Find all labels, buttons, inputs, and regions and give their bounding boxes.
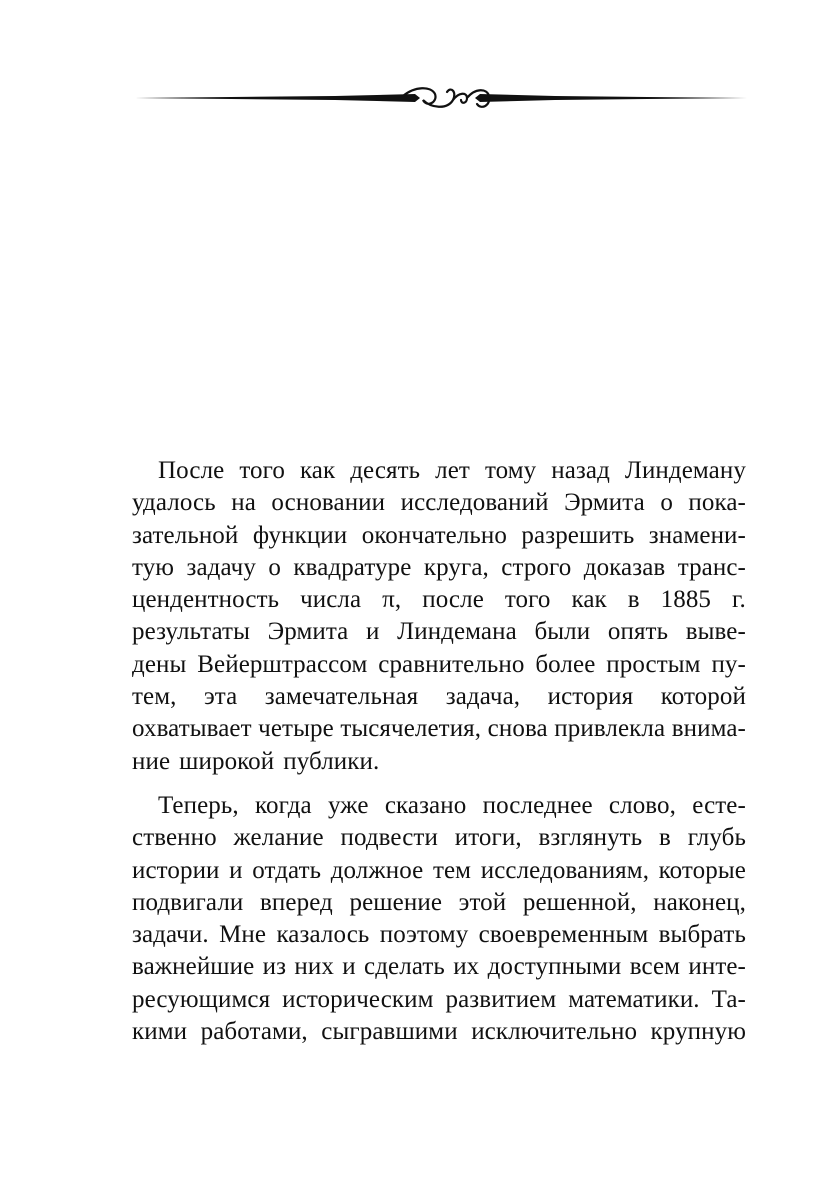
word: как [299, 457, 336, 484]
word: их [453, 953, 480, 981]
text-line [132, 520, 746, 552]
word: круга, [423, 553, 489, 581]
word: исключительно [471, 1018, 638, 1046]
word: назад [551, 457, 610, 484]
word: задача, [445, 683, 521, 711]
word: транс- [677, 553, 746, 581]
word: доказав [583, 553, 666, 581]
text-line [132, 822, 746, 854]
word: исследований [400, 489, 549, 517]
word: и [229, 856, 243, 884]
word: знамени- [648, 521, 746, 549]
word: квадратуре [293, 553, 412, 581]
word: наконец, [653, 888, 746, 916]
ornament-rule-left [135, 94, 420, 102]
text-line [132, 455, 746, 487]
word: выве- [685, 618, 746, 646]
text-line [132, 790, 746, 822]
word: как [571, 586, 607, 614]
text-line [132, 951, 746, 983]
word: тую [132, 553, 175, 581]
word: Линдемана [397, 618, 517, 646]
word: о [660, 489, 673, 517]
word: замечательная [264, 683, 419, 711]
word: ственно [132, 824, 217, 852]
word: задачи. [132, 921, 209, 949]
word: отдать [252, 856, 322, 884]
word: опять [607, 618, 669, 646]
word: вперед [260, 888, 333, 916]
word: публики. [283, 747, 380, 775]
text-line [132, 746, 746, 778]
word: последнее [482, 791, 593, 819]
word: на [231, 489, 256, 517]
word: Мне [219, 921, 267, 949]
word: сделать [364, 953, 445, 981]
word: зательной [132, 521, 239, 549]
word: решение [349, 888, 443, 916]
paragraph [132, 790, 746, 1048]
word: уже [328, 791, 369, 819]
word: должное [330, 856, 424, 884]
paragraph-gap [132, 778, 746, 790]
word: простым [606, 650, 701, 678]
word: π, [382, 586, 402, 614]
word: эта [203, 683, 238, 711]
word: числа [300, 586, 362, 614]
word: кими [132, 1018, 188, 1046]
word: история [547, 683, 634, 711]
word: результаты [132, 618, 250, 646]
word: Эрмита [267, 618, 349, 646]
word: развитием [445, 985, 557, 1013]
word: пу- [711, 650, 746, 678]
word: них [294, 953, 334, 981]
word: разрешить [521, 521, 635, 549]
word: этой [458, 888, 507, 916]
word: историческим [282, 985, 434, 1013]
word: функции [252, 521, 348, 549]
word: цендентность [132, 586, 280, 614]
word: тем [432, 856, 472, 884]
word: истории [132, 856, 220, 884]
word: глубь [687, 824, 746, 852]
body-text [132, 455, 746, 1048]
word: в [627, 586, 640, 614]
word: математики. [568, 985, 700, 1013]
word: после [422, 586, 484, 614]
word: широкой [179, 747, 275, 775]
word: привлекла [554, 715, 666, 743]
text-line [132, 855, 746, 887]
word: охватывает [132, 715, 252, 743]
word: и [366, 618, 380, 646]
word: о [268, 553, 281, 581]
text-line [132, 681, 746, 713]
word: строго [501, 553, 572, 581]
text-line [132, 584, 746, 616]
text-line [132, 649, 746, 681]
word: более [535, 650, 596, 678]
word: того [504, 586, 551, 614]
word: крупную [650, 1018, 746, 1046]
word: тысячелетия, [340, 715, 482, 743]
word: есте- [692, 791, 746, 819]
word: г. [732, 586, 746, 614]
word: слово, [608, 791, 676, 819]
word: тем, [132, 683, 177, 711]
word: которой [660, 683, 746, 711]
text-line [132, 616, 746, 648]
word: После [158, 457, 225, 484]
word: окончательно [361, 521, 507, 549]
paragraph [132, 455, 746, 778]
word: исследованиям, [480, 856, 650, 884]
word: ресующимся [132, 985, 271, 1013]
word: всем [629, 953, 681, 981]
ornament-rule-right [475, 94, 747, 102]
text-line [132, 919, 746, 951]
word: Линдеману [624, 457, 746, 484]
text-line [132, 1016, 746, 1048]
text-line [132, 713, 746, 745]
word: и [342, 953, 356, 981]
word: удалось [132, 489, 216, 517]
word: итоги, [454, 824, 522, 852]
word: тому [484, 457, 537, 484]
word: важнейшие [132, 953, 255, 981]
word: Вейерштрассом [197, 650, 368, 678]
word: сравнительно [378, 650, 525, 678]
word: работами, [200, 1018, 308, 1046]
word: сказано [384, 791, 467, 819]
word: Та- [711, 985, 746, 1013]
word: которые [658, 856, 746, 884]
text-line [132, 552, 746, 584]
word: казалось [276, 921, 370, 949]
word: десять [350, 457, 421, 484]
word: внима- [671, 715, 746, 743]
word: доступными [487, 953, 622, 981]
word: ние [132, 747, 171, 775]
word: своевременным [478, 921, 649, 949]
text-line [132, 487, 746, 519]
word: 1885 [660, 586, 712, 614]
word: четыре [258, 715, 334, 743]
word: пока- [688, 489, 746, 517]
word: Эрмита [564, 489, 645, 517]
word: дены [132, 650, 187, 678]
word: подвести [340, 824, 438, 852]
word: поэтому [379, 921, 469, 949]
word: желание [233, 824, 324, 852]
word: когда [255, 791, 312, 819]
word: решенной, [522, 888, 637, 916]
word: из [262, 953, 287, 981]
text-line [132, 887, 746, 919]
word: подвигали [132, 888, 244, 916]
word: сыгравшими [321, 1018, 458, 1046]
word: основании [271, 489, 386, 517]
word: инте- [688, 953, 746, 981]
word: того [239, 457, 285, 484]
word: лет [435, 457, 470, 484]
word: были [534, 618, 591, 646]
word: снова [487, 715, 548, 743]
word: Теперь, [158, 791, 239, 819]
headpiece-ornament [135, 78, 747, 118]
word: задачу [186, 553, 256, 581]
text-line [132, 984, 746, 1016]
word: взглянуть [538, 824, 643, 852]
word: выбрать [658, 921, 746, 949]
word: в [659, 824, 671, 852]
